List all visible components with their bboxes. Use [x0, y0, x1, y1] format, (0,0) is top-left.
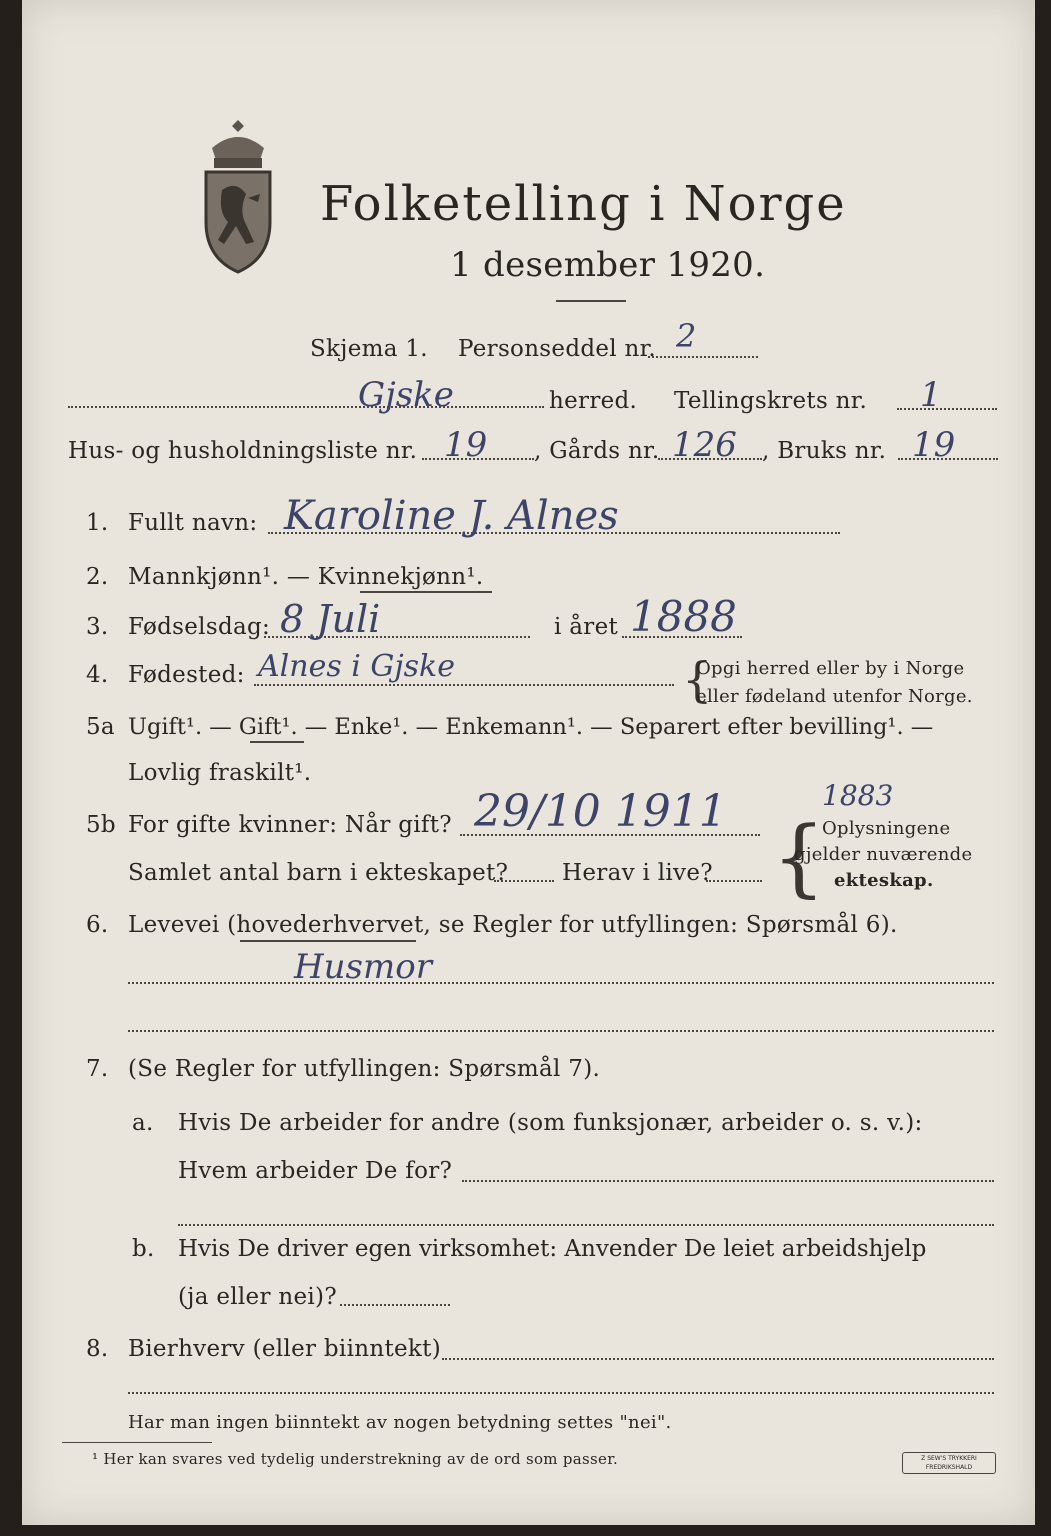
tellingskrets-value[interactable]: 1	[920, 375, 942, 415]
marital-options: Ugift¹. — Gift¹. — Enke¹. — Enkemann¹. — Separert efter bevilling¹. —	[128, 714, 934, 740]
birthday-value[interactable]: 8 Juli	[280, 597, 381, 641]
q7a-label-2: Hvem arbeider De for?	[178, 1158, 453, 1184]
tellingskrets-field-line	[897, 408, 997, 410]
footnote-divider	[62, 1442, 212, 1443]
q2-number: 2.	[86, 564, 109, 590]
q7-number: 7.	[86, 1056, 109, 1082]
alive-label: Herav i live?	[562, 860, 713, 886]
q7-label: (Se Regler for utfyllingen: Spørsmål 7).	[128, 1056, 601, 1082]
birth-year-value[interactable]: 1888	[630, 592, 737, 641]
q7a-label: Hvis De arbeider for andre (som funksjonær, arbeider o. s. v.):	[178, 1110, 923, 1136]
children-field-line	[494, 880, 554, 882]
q5b-note-3: ekteskap.	[834, 870, 934, 891]
herred-label: herred.	[549, 388, 638, 414]
sex-options: Mannkjønn¹. — Kvinnekjønn¹.	[128, 564, 484, 590]
q8-field-line-2	[128, 1392, 994, 1394]
tellingskrets-label: Tellingskrets nr.	[674, 388, 868, 414]
gards-value[interactable]: 126	[672, 425, 737, 465]
q6-field-line-1	[128, 982, 994, 984]
birthplace-value[interactable]: Alnes i Gjske	[258, 649, 455, 684]
q1-label: Fullt navn:	[128, 510, 258, 536]
printer-stamp	[902, 1452, 996, 1474]
personseddel-label: Personseddel nr.	[458, 336, 657, 362]
q3-number: 3.	[86, 614, 109, 640]
q8-field-line-1	[442, 1358, 994, 1360]
form-title: Folketelling i Norge	[320, 176, 847, 232]
q7a-field-line-2	[178, 1224, 994, 1226]
kvinnekjonn-underline	[360, 591, 492, 593]
q7b-field-line	[340, 1304, 450, 1306]
q7b-label: Hvis De driver egen virksomhet: Anvender De leiet arbeidshjelp	[178, 1236, 927, 1262]
occupation-value[interactable]: Husmor	[294, 947, 432, 987]
personseddel-field-line	[648, 356, 758, 358]
q4-label: Fødested:	[128, 662, 245, 688]
q6-label: Levevei (hovederhvervet, se Regler for utfyllingen: Spørsmål 6).	[128, 912, 898, 938]
q8-number: 8.	[86, 1336, 109, 1362]
marriage-date-value[interactable]: 29/10 1911	[474, 786, 727, 837]
gards-label: , Gårds nr.	[534, 438, 660, 464]
census-form-page	[22, 0, 1035, 1525]
footnote-text: ¹ Her kan svares ved tydelig understrekning av de ord som passer.	[92, 1450, 619, 1468]
marital-options-cont: Lovlig fraskilt¹.	[128, 760, 312, 786]
q5b-brace: {	[772, 808, 826, 906]
herred-field-line	[68, 406, 544, 408]
margin-note-value: 1883	[822, 779, 894, 812]
q7b-label-2: (ja eller nei)?	[178, 1284, 337, 1310]
q6-number: 6.	[86, 912, 109, 938]
q1-number: 1.	[86, 510, 109, 536]
q5b-label: For gifte kvinner: Når gift?	[128, 812, 452, 838]
q7a-field-line-1	[462, 1180, 994, 1182]
q6-field-line-2	[128, 1030, 994, 1032]
full-name-value[interactable]: Karoline J. Alnes	[284, 493, 619, 539]
hus-value[interactable]: 19	[444, 425, 488, 465]
year-label: i året	[554, 614, 619, 640]
q3-label: Fødselsdag:	[128, 614, 271, 640]
title-divider	[556, 300, 626, 302]
printer-stamp-text: Z SEW'S TRYKKERI FREDRIKSHALD	[921, 1455, 977, 1471]
q8-label: Bierhverv (eller biinntekt)	[128, 1336, 441, 1362]
q7a-letter: a.	[132, 1110, 154, 1136]
bruks-value[interactable]: 19	[912, 425, 956, 465]
q4-number: 4.	[86, 662, 109, 688]
herred-value[interactable]: Gjske	[358, 375, 454, 415]
hovederhvervet-underline	[240, 940, 416, 942]
personseddel-value[interactable]: 2	[676, 317, 697, 355]
norwegian-coat-of-arms-icon	[192, 118, 284, 278]
children-label: Samlet antal barn i ekteskapet?	[128, 860, 509, 886]
q5b-number: 5b	[86, 812, 116, 838]
bruks-label: , Bruks nr.	[762, 438, 887, 464]
q7b-letter: b.	[132, 1236, 155, 1262]
gift-underline	[250, 741, 304, 743]
q5a-number: 5a	[86, 714, 115, 740]
q4-brace: {	[682, 652, 713, 708]
q4-note-1: Opgi herred eller by i Norge	[696, 658, 965, 679]
census-date: 1 desember 1920.	[450, 245, 766, 285]
q4-field-line	[254, 684, 674, 686]
hus-label: Hus- og husholdningsliste nr.	[68, 438, 418, 464]
q5b-note-1: Oplysningene	[822, 818, 951, 839]
biinntekt-note: Har man ingen biinntekt av nogen betydning settes "nei".	[128, 1412, 672, 1433]
q5b-note-2: gjelder nuværende	[794, 844, 973, 865]
skjema-label: Skjema 1.	[310, 336, 428, 362]
q4-note-2: eller fødeland utenfor Norge.	[696, 686, 973, 707]
alive-field-line	[706, 880, 762, 882]
